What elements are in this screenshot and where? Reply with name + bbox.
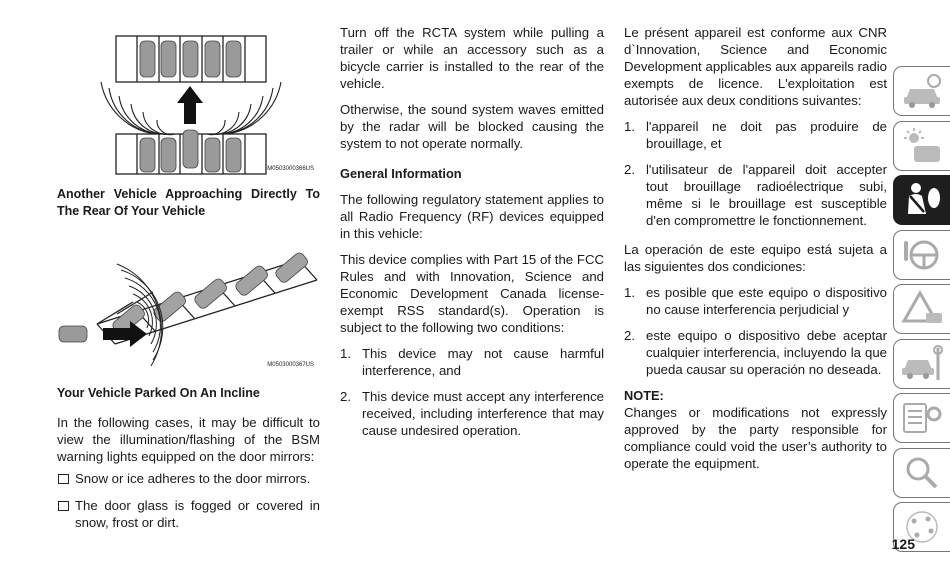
list-item: 2. l'utilisateur de l'appareil doit accepter tout brouillage radioélectrique subi, même si le brouillage est susceptible d'en compromettre le fonctionnement. [624,162,887,228]
rear-approach-illustration [57,26,320,178]
figure-caption: Your Vehicle Parked On An Incline [57,386,260,400]
page-number: 125 [891,536,915,552]
numbered-list-es [624,284,887,378]
checkbox-square-icon [58,474,69,484]
paragraph: Turn off the RCTA system while pulling a trailer or while an accessory such as a bicycle carrier is installed to the rear of the vehicle. [340,25,604,91]
chapter-tabs [893,66,950,557]
tab-car-dashboard[interactable] [893,66,950,116]
list-item: 2. This device must accept any interference received, including interference that may cause undesired operation. [340,389,604,438]
column-1 [57,24,320,540]
figure-code: M0503000367US [267,362,314,368]
paragraph: The following regulatory statement applies to all Radio Frequency (RF) devices equipped in this vehicle: [340,192,604,241]
tab-search-index[interactable] [893,448,950,498]
paragraph: This device complies with Part 15 of the FCC Rules and with Innovation, Science and Economic Development Canada license-exempt RSS standard(s). Operation is subject to the following two conditions: [340,252,604,335]
paragraph: In the following cases, it may be difficult to view the illumination/flashing of the BSM warning lights equipped on the door mirrors: [57,415,320,464]
figure-rear-approach [57,26,320,178]
paragraph: Otherwise, the sound system waves emitted by the radar will be blocked causing the system to not operate normally. [340,102,604,151]
figure-code: M0503000366US [267,166,314,172]
note-text: Changes or modifications not expressly approved by the party responsible for compliance could void the user’s authority to operate the equipment. [624,405,887,471]
figure-incline-parking [57,242,320,374]
checklist-item: Snow or ice adheres to the door mirrors. [57,470,320,487]
numbered-list-fr [624,118,887,229]
tab-warning-lights[interactable] [893,121,950,171]
car-dashboard-icon [900,71,944,111]
section-heading: General Information [340,166,462,181]
roadside-warning-triangle-icon [900,289,944,329]
paragraph: Le présent appareil est conforme aux CNR d`Innovation, Science and Economic Development applicables aux appareils radio exempts de licence. L'exploitation est autorisée aux deux conditions suivantes: [624,25,887,108]
specifications-gear-icon [900,398,944,438]
checklist-item: The door glass is fogged or covered in snow, frost or dirt. [57,497,320,531]
note-label: NOTE: [624,388,664,403]
magnifier-search-icon [900,453,944,493]
column-3 [624,24,887,481]
steering-wheel-icon [900,235,944,275]
tab-steering-wheel[interactable] [893,230,950,280]
own-vehicle [59,326,87,342]
list-item: 1. l'appareil ne doit pas produire de brouillage, et [624,119,887,151]
tab-roadside-warning[interactable] [893,284,950,334]
tab-airbag-seatbelt[interactable] [893,175,950,225]
numbered-list [340,345,604,439]
column-2 [340,24,604,448]
tab-specifications[interactable] [893,393,950,443]
warning-lights-icon [900,126,944,166]
list-item: 1. es posible que este equipo o dispositivo no cause interferencia perjudicial y [624,285,887,317]
figure-caption: Another Vehicle Approaching Directly To The Rear Of Your Vehicle [57,187,320,218]
paragraph: La operación de este equipo está sujeta a las siguientes dos condiciones: [624,242,887,274]
airbag-seatbelt-icon [900,180,944,220]
checkbox-square-icon [58,501,69,511]
incline-parking-illustration [57,242,320,374]
tab-car-service[interactable] [893,339,950,389]
list-item: 2. este equipo o dispositivo debe aceptar cualquier interferencia, incluyendo la que pueda causar su operación no deseada. [624,328,887,377]
list-item: 1. This device may not cause harmful interference, and [340,346,604,378]
car-service-wrench-icon [900,344,944,384]
